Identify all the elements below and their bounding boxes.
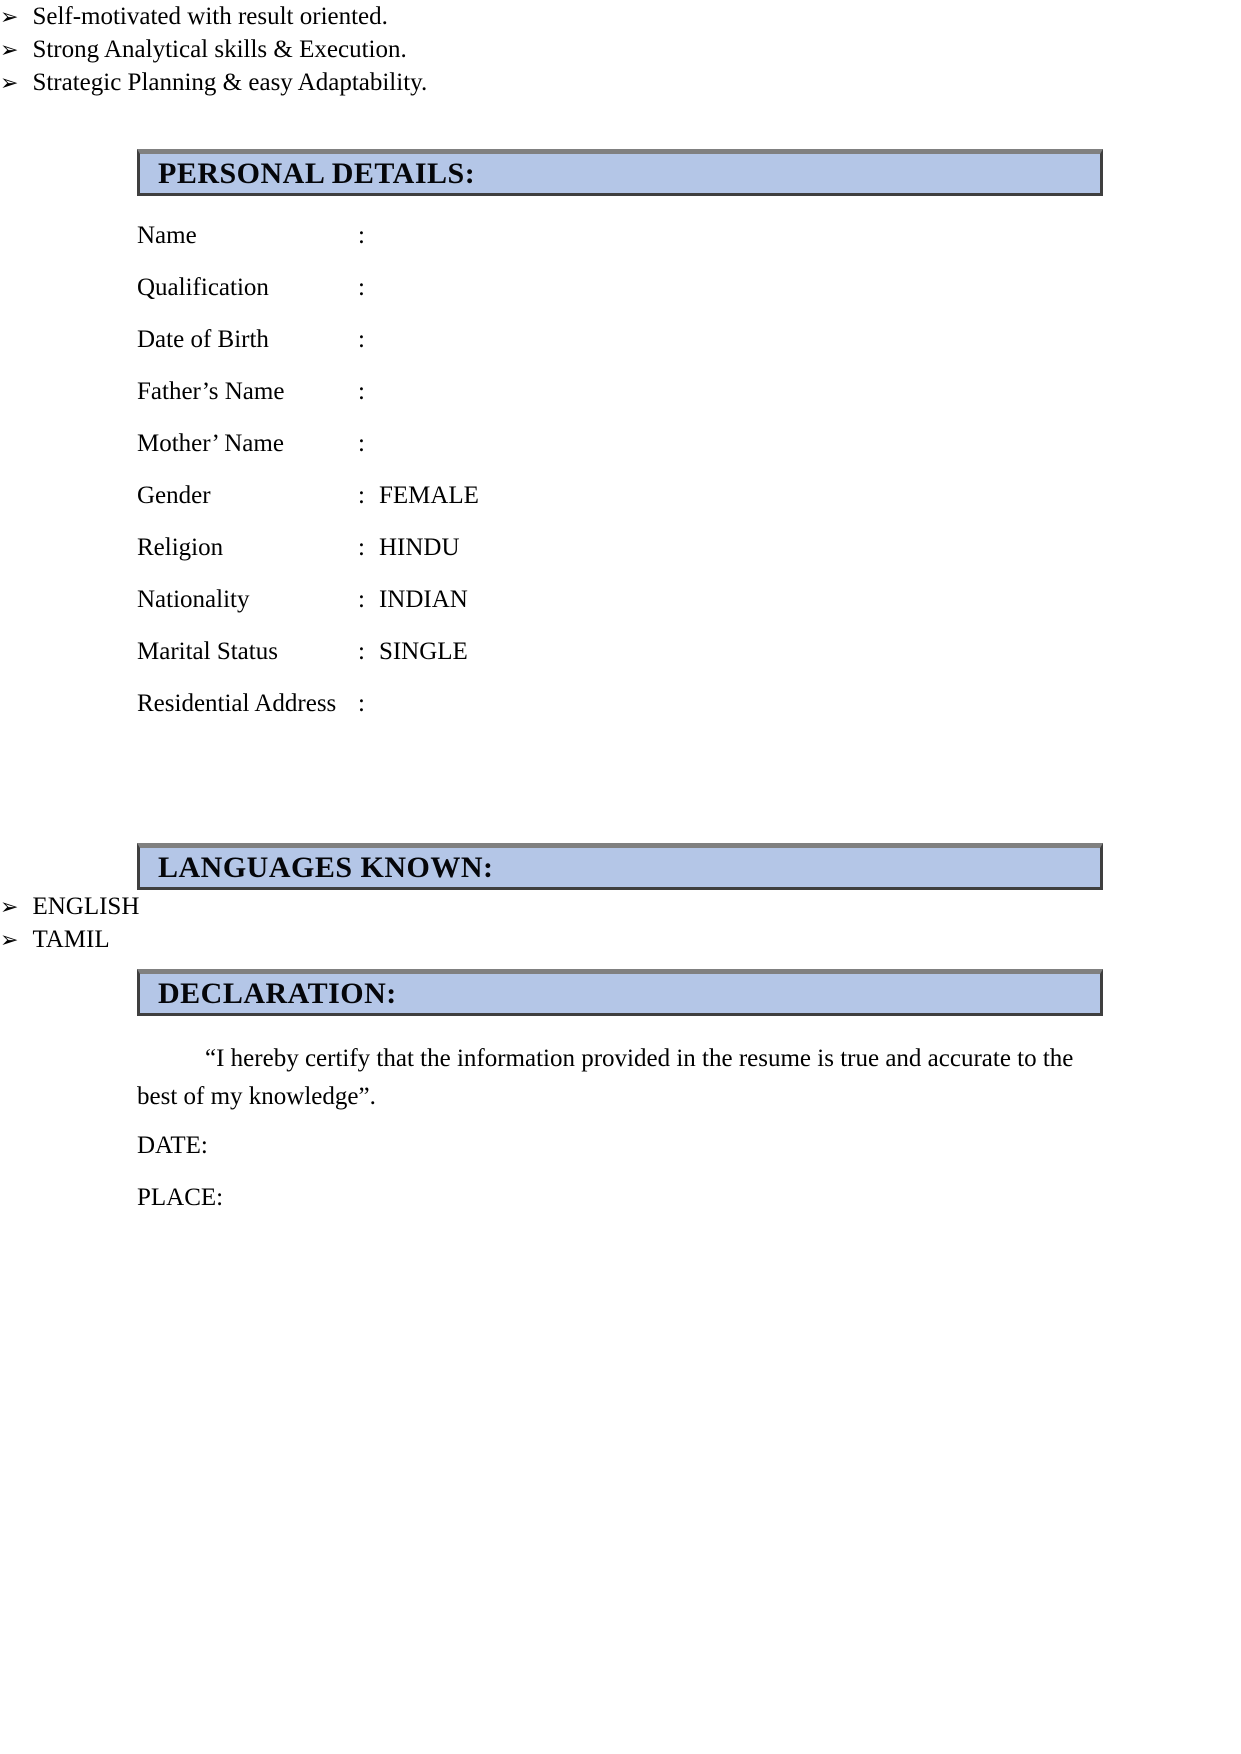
language-text: TAMIL xyxy=(32,926,110,953)
highlight-item xyxy=(0,0,1241,33)
highlights-list xyxy=(0,0,1241,99)
field-row-mothers-name xyxy=(137,418,1241,470)
arrow-bullet-icon: ➢ xyxy=(0,4,19,29)
field-colon: : xyxy=(358,690,365,717)
field-value: FEMALE xyxy=(378,482,479,509)
field-colon: : xyxy=(358,274,365,301)
field-row-religion xyxy=(137,522,1241,574)
field-row-name xyxy=(137,210,1241,262)
field-value: HINDU xyxy=(378,534,460,561)
field-label: Mother’ Name xyxy=(137,430,284,457)
field-colon: : xyxy=(358,638,365,665)
field-label: Father’s Name xyxy=(137,378,285,405)
field-row-residential-address xyxy=(137,678,1241,730)
field-label: Residential Address xyxy=(137,690,337,717)
field-value: INDIAN xyxy=(378,586,468,613)
field-row-nationality xyxy=(137,574,1241,626)
arrow-bullet-icon: ➢ xyxy=(0,37,19,62)
field-colon: : xyxy=(358,534,365,561)
date-label: DATE: xyxy=(137,1132,208,1159)
field-label: Nationality xyxy=(137,586,250,613)
field-label: Gender xyxy=(137,482,211,509)
field-value: SINGLE xyxy=(378,638,468,665)
highlight-item xyxy=(0,33,1241,66)
field-colon: : xyxy=(358,222,365,249)
highlight-text: Strategic Planning & easy Adaptability. xyxy=(32,69,428,96)
field-label: Name xyxy=(137,222,197,249)
language-item xyxy=(0,890,1241,923)
section-header-declaration xyxy=(137,969,1103,1016)
highlight-item xyxy=(0,66,1241,99)
field-label: Marital Status xyxy=(137,638,278,665)
personal-details-fields xyxy=(137,210,1241,730)
field-label: Qualification xyxy=(137,274,269,301)
field-colon: : xyxy=(358,378,365,405)
arrow-bullet-icon: ➢ xyxy=(0,70,19,95)
language-text: ENGLISH xyxy=(32,893,140,920)
field-colon: : xyxy=(358,326,365,353)
section-header-languages-known xyxy=(137,843,1103,890)
arrow-bullet-icon: ➢ xyxy=(0,927,19,952)
languages-list xyxy=(0,890,1241,956)
field-row-marital-status xyxy=(137,626,1241,678)
highlight-text: Self-motivated with result oriented. xyxy=(32,3,388,30)
field-row-gender xyxy=(137,470,1241,522)
highlight-text: Strong Analytical skills & Execution. xyxy=(32,36,407,63)
section-title: LANGUAGES KNOWN: xyxy=(158,850,494,884)
arrow-bullet-icon: ➢ xyxy=(0,894,19,919)
field-colon: : xyxy=(358,482,365,509)
field-colon: : xyxy=(358,430,365,457)
place-label: PLACE: xyxy=(137,1184,224,1211)
field-row-fathers-name xyxy=(137,366,1241,418)
field-label: Date of Birth xyxy=(137,326,269,353)
field-colon: : xyxy=(358,586,365,613)
section-title: PERSONAL DETAILS: xyxy=(158,156,476,190)
section-header-personal-details xyxy=(137,149,1103,196)
field-row-date-of-birth xyxy=(137,314,1241,366)
field-row-qualification xyxy=(137,262,1241,314)
language-item xyxy=(0,923,1241,956)
section-title: DECLARATION: xyxy=(158,976,397,1010)
declaration-footer xyxy=(137,1120,1241,1224)
field-label: Religion xyxy=(137,534,224,561)
declaration-text: “I hereby certify that the information provided in the resume is true and accurate to the best of my knowledge”. xyxy=(137,1045,1074,1110)
